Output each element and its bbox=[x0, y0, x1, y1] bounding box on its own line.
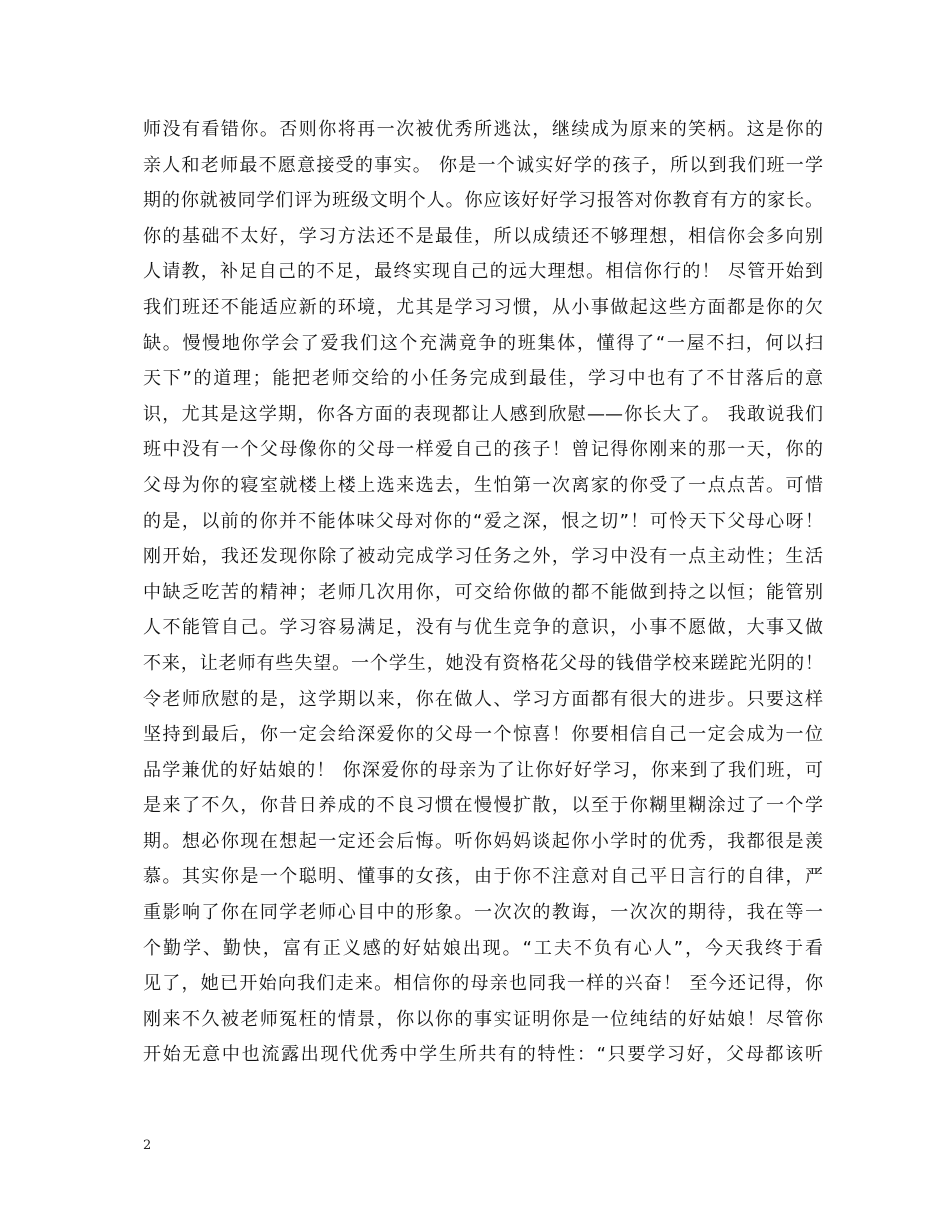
text-line: 期。想必你现在想起一定还会后悔。听你妈妈谈起你小学时的优秀，我都很是羡 bbox=[143, 830, 823, 852]
text-line: 你的基础不太好，学习方法还不是最佳，所以成绩还不够理想，相信你会多向别 bbox=[143, 225, 823, 247]
page-number: 2 bbox=[143, 1138, 152, 1153]
text-line: 品学兼优的好姑娘的！ 你深爱你的母亲为了让你好好学习，你来到了我们班，可 bbox=[143, 759, 823, 781]
text-line: 刚来不久被老师冤枉的情景，你以你的事实证明你是一位纯结的好姑娘！尽管你 bbox=[143, 1008, 823, 1030]
text-line: 见了，她已开始向我们走来。相信你的母亲也同我一样的兴奋！ 至今还记得，你 bbox=[143, 973, 823, 995]
text-line: 重影响了你在同学老师心目中的形象。一次次的教诲，一次次的期待，我在等一 bbox=[143, 902, 823, 924]
text-line: 人请教，补足自己的不足，最终实现自己的远大理想。相信你行的！ 尽管开始到 bbox=[143, 261, 823, 283]
text-line: 慕。其实你是一个聪明、懂事的女孩，由于你不注意对自己平日言行的自律，严 bbox=[143, 866, 823, 888]
text-line: 令老师欣慰的是，这学期以来，你在做人、学习方面都有很大的进步。只要这样 bbox=[143, 688, 823, 710]
text-line: 是来了不久，你昔日养成的不良习惯在慢慢扩散，以至于你糊里糊涂过了一个学 bbox=[143, 795, 823, 817]
document-body-text bbox=[143, 114, 823, 1075]
text-line: 中缺乏吃苦的精神；老师几次用你，可交给你做的都不能做到持之以恒；能管别 bbox=[143, 581, 823, 603]
text-line: 天下”的道理；能把老师交给的小任务完成到最佳，学习中也有了不甘落后的意 bbox=[143, 368, 823, 390]
text-line: 人不能管自己。学习容易满足，没有与优生竞争的意识，小事不愿做，大事又做 bbox=[143, 617, 823, 639]
text-line: 缺。慢慢地你学会了爱我们这个充满竟争的班集体，懂得了“一屋不扫，何以扫 bbox=[143, 332, 823, 354]
text-line: 父母为你的寝室就楼上楼上选来选去，生怕第一次离家的你受了一点点苦。可惜 bbox=[143, 474, 823, 496]
text-line: 刚开始，我还发现你除了被动完成学习任务之外，学习中没有一点主动性；生活 bbox=[143, 546, 823, 568]
text-line: 亲人和老师最不愿意接受的事实。 你是一个诚实好学的孩子，所以到我们班一学 bbox=[143, 154, 823, 176]
text-line: 的是，以前的你并不能体味父母对你的“爱之深，恨之切”！可怜天下父母心呀！ bbox=[143, 510, 823, 532]
text-line: 师没有看错你。否则你将再一次被优秀所逃汰，继续成为原来的笑柄。这是你的 bbox=[143, 119, 823, 140]
text-line: 开始无意中也流露出现代优秀中学生所共有的特性：“只要学习好，父母都该听 bbox=[143, 1044, 823, 1066]
text-line: 个勤学、勤快，富有正义感的好姑娘出现。“工夫不负有心人”，今天我终于看 bbox=[143, 937, 823, 959]
text-line: 班中没有一个父母像你的父母一样爱自己的孩子！曾记得你刚来的那一天，你的 bbox=[143, 439, 823, 461]
text-line: 我们班还不能适应新的环境，尤其是学习习惯，从小事做起这些方面都是你的欠 bbox=[143, 296, 823, 318]
text-line: 期的你就被同学们评为班级文明个人。你应该好好学习报答对你教育有方的家长。 bbox=[143, 190, 823, 212]
text-line: 坚持到最后，你一定会给深爱你的父母一个惊喜！你要相信自己一定会成为一位 bbox=[143, 724, 823, 746]
text-line: 识，尤其是这学期，你各方面的表现都让人感到欣慰——你长大了。 我敢说我们 bbox=[143, 403, 823, 425]
text-line: 不来，让老师有些失望。一个学生，她没有资格花父母的钱借学校来蹉跎光阴的！ bbox=[143, 652, 823, 674]
